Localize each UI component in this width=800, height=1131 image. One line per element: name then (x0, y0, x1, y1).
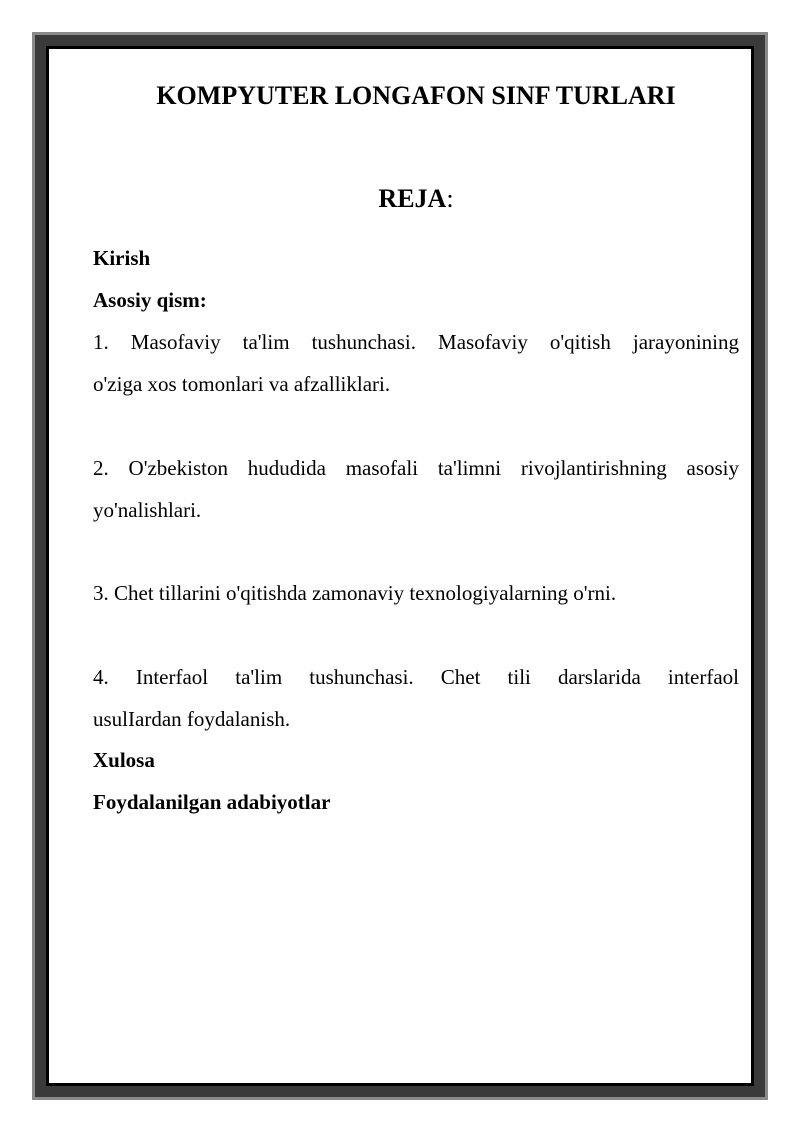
page-frame-inner (46, 46, 754, 1086)
main-part-label: Asosiy qism: (93, 288, 207, 312)
plan-item-4-line-2: usulIardan foydalanish. (93, 707, 291, 731)
plan-item-1-line-2: o'ziga xos tomonlari va afzalliklari. (93, 372, 391, 396)
plan-item-3-line-1: 3. Chet tillarini o'qitishda zamonaviy texnologiyalarning o'rni. (93, 581, 617, 605)
page-frame-outer (32, 32, 768, 1100)
conclusion-label: Xulosa (93, 748, 155, 772)
plan-item-1-line-1: 1. Masofaviy ta'lim tushunchasi. Masofaviy o'qitish jarayonining (93, 330, 739, 354)
plan-item-2-line-2: yo'nalishlari. (93, 498, 202, 522)
document-title: KOMPYUTER LONGAFON SINF TURLARI (156, 81, 676, 110)
references-label: Foydalanilgan adabiyotlar (93, 790, 331, 814)
intro-label: Kirish (93, 246, 151, 270)
plan-heading-colon: : (446, 184, 454, 213)
plan-item-4-line-1: 4. Interfaol ta'lim tushunchasi. Chet tili darslarida interfaol (93, 665, 739, 689)
plan-heading-word: REJA (378, 184, 447, 213)
plan-item-2-line-1: 2. O'zbekiston hududida masofali ta'limni rivojlantirishning asosiy (93, 456, 739, 480)
plan-heading (93, 183, 739, 215)
